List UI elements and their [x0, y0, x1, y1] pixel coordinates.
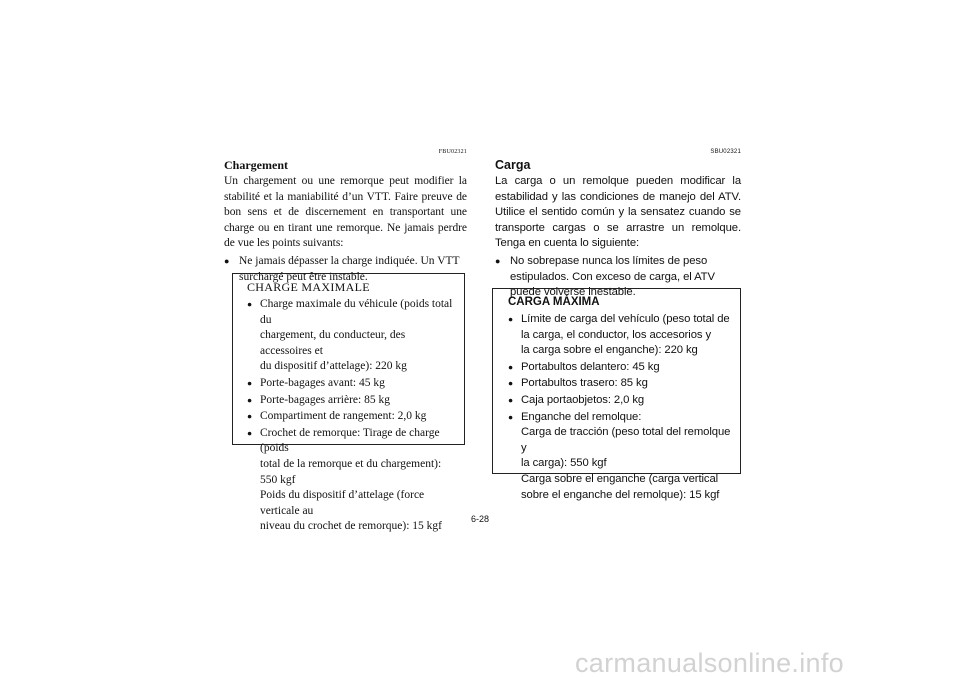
box-item	[247, 426, 456, 535]
bullet-icon: ●	[508, 361, 514, 372]
bullet-icon: ●	[247, 299, 253, 309]
box-item-text: Crochet de remorque: Tirage de charge (poids total de la remorque et du chargement): 550 kgf Poids du dispositif d’attelage (force verticale au niveau du crochet de remorque): 15 kgf	[260, 426, 443, 533]
section-code: FBU02321	[438, 149, 467, 155]
bullet-icon: ●	[224, 255, 230, 266]
bullet-icon: ●	[247, 377, 253, 388]
bullet-icon: ●	[508, 411, 514, 422]
box-title: CARGA MÁXIMA	[508, 296, 600, 308]
box-item	[508, 410, 732, 504]
bullet-icon: ●	[508, 394, 514, 405]
french-column	[224, 148, 467, 285]
page-number: 6-28	[470, 514, 489, 524]
intro-paragraph: La carga o un remolque pueden modificar la estabilidad y las condiciones de manejo del ATV. Utilice el sentido común y la sensatez cuando se transporte cargas o se arrastre un remolque. Tenga en cuenta lo siguiente:	[495, 175, 741, 250]
max-load-box	[232, 273, 465, 533]
box-item	[247, 393, 456, 409]
box-item	[247, 297, 456, 375]
section-heading: Chargement	[224, 158, 288, 172]
bullet-icon: ●	[508, 378, 514, 389]
bullet-text: Ne jamais dépasser la charge indiquée. Un VTT surchargé peut être instable.	[239, 254, 460, 283]
spanish-column	[495, 148, 741, 301]
section-code: SBU02321	[710, 149, 741, 155]
box-item-text: Charge maximale du véhicule (poids total du chargement, du conducteur, des accessoires et du dispositif d’attelage): 220 kg	[260, 298, 453, 373]
box-item	[508, 376, 732, 392]
box-title: CHARGE MAXIMALE	[247, 280, 370, 294]
box-item-text: Porte-bagages arrière: 85 kg	[260, 393, 390, 406]
watermark: carmanualsonline.info	[575, 648, 844, 678]
box-item-text: Enganche del remolque: Carga de tracción (peso total del remolque y la carga): 550 kgf Carga sobre el enganche (carga vertical sobre el enganche del remolque): 15 kgf	[521, 410, 731, 501]
box-item-text: Compartiment de rangement: 2,0 kg	[260, 410, 427, 423]
section-heading: Carga	[495, 158, 531, 172]
bullet-icon: ●	[247, 394, 253, 405]
box-item	[247, 409, 456, 425]
intro-paragraph: Un chargement ou une remorque peut modifier la stabilité et la maniabilité d’un VTT. Faire preuve de bon sens et de discernement en transportant une charge ou en tirant une remorque. Ne jamais perdre de vue les points suivants:	[224, 175, 467, 250]
box-item-text: Portabultos trasero: 85 kg	[521, 377, 648, 390]
box-item	[508, 360, 732, 376]
box-item	[508, 393, 732, 409]
box-item-text: Caja portaobjetos: 2,0 kg	[521, 393, 645, 406]
box-item	[247, 376, 456, 392]
box-item-text: Portabultos delantero: 45 kg	[521, 360, 660, 373]
max-load-box	[492, 288, 741, 501]
bullet-icon: ●	[247, 411, 253, 422]
bullet-icon: ●	[495, 255, 501, 266]
bullet-text: No sobrepase nunca los límites de peso estipulados. Con exceso de carga, el ATV puede volverse inestable.	[510, 254, 715, 299]
box-item-text: Límite de carga del vehículo (peso total de la carga, el conductor, los accesorios y la carga sobre el enganche): 220 kg	[521, 313, 730, 357]
bullet-icon: ●	[508, 314, 514, 324]
bullet-icon: ●	[247, 427, 253, 438]
box-item	[508, 312, 732, 359]
box-item-text: Porte-bagages avant: 45 kg	[260, 376, 385, 389]
